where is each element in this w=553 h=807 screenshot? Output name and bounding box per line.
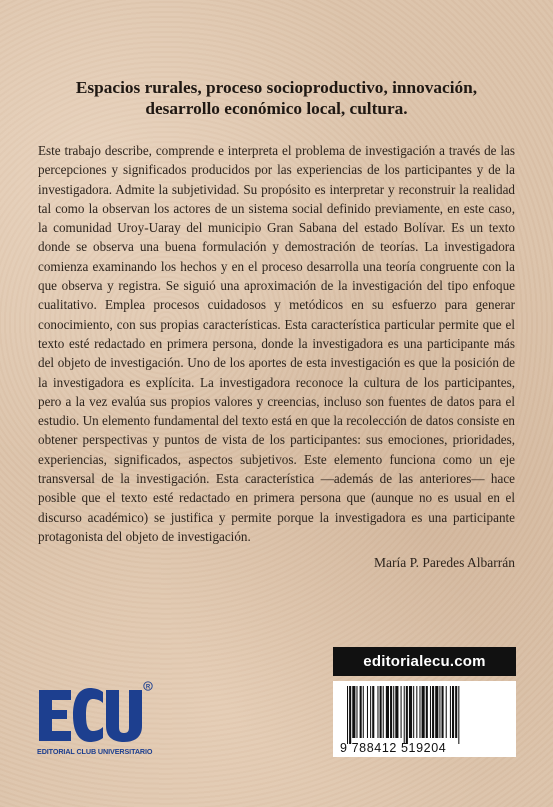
book-keywords-heading: Espacios rurales, proceso socioproductivo, innovación, desarrollo económico local, cultura. bbox=[75, 78, 478, 118]
publisher-logo bbox=[33, 680, 153, 766]
book-description: Este trabajo describe, comprende e interpreta el problema de investigación a través de las percepciones y significados producidos por las experiencias de los participantes y de la investigadora. Admite la subjetividad. Su propósito es interpretar y reconstruir la realidad tal como la observan los actores de un sistema social definido previamente, en este caso, la comunidad Uroy-Uaray del municipio Gran Sabana del estado Bolívar. Es un texto donde se observa una buena formulación y demostración de teorías. La investigadora comienza examinando los hechos y en el proceso desarrolla una teoría congruente con la que observa y registra. Se siguió una aproximación de la investigación del tipo enfoque cualitativo. Emplea procesos cuidadosos y metódicos en su esfuerzo para generar conocimiento, con sus propias características. Esta característica particular permite que el texto esté redactado en primera persona, donde la investigadora es una participante más del objeto de investigación. Uno de los aportes de esta investigación es que la posición de la investigadora es explícita. La investigadora reconoce la cultura de los participantes, pero a la vez evalúa sus propios valores y creencias, incluso son fuentes de datos para el estudio. Un elemento fundamental del texto está en que la recolección de datos consiste en obtener perspectivas y puntos de vista de los participantes: sus emociones, prioridades, experiencias, significados, aspectos subjetivos. Este elemento funciona como un eje transversal de la investigación. Esta característica —además de las anteriores— hace posible que el texto esté redactado en primera persona que (aunque no es usual en el discurso académico) se justifica y permite porque la investigadora es una participante protagonista del objeto de investigación. bbox=[38, 143, 515, 544]
ecu-logo-icon bbox=[33, 680, 153, 748]
isbn-barcode bbox=[333, 681, 516, 757]
publisher-name: EDITORIAL CLUB UNIVERSITARIO bbox=[37, 747, 153, 756]
isbn-digits: 9 788412 519204 bbox=[340, 741, 447, 755]
author-name: María P. Paredes Albarrán bbox=[374, 555, 515, 570]
svg-text:R: R bbox=[145, 684, 151, 691]
publisher-website: editorialecu.com bbox=[333, 647, 516, 676]
